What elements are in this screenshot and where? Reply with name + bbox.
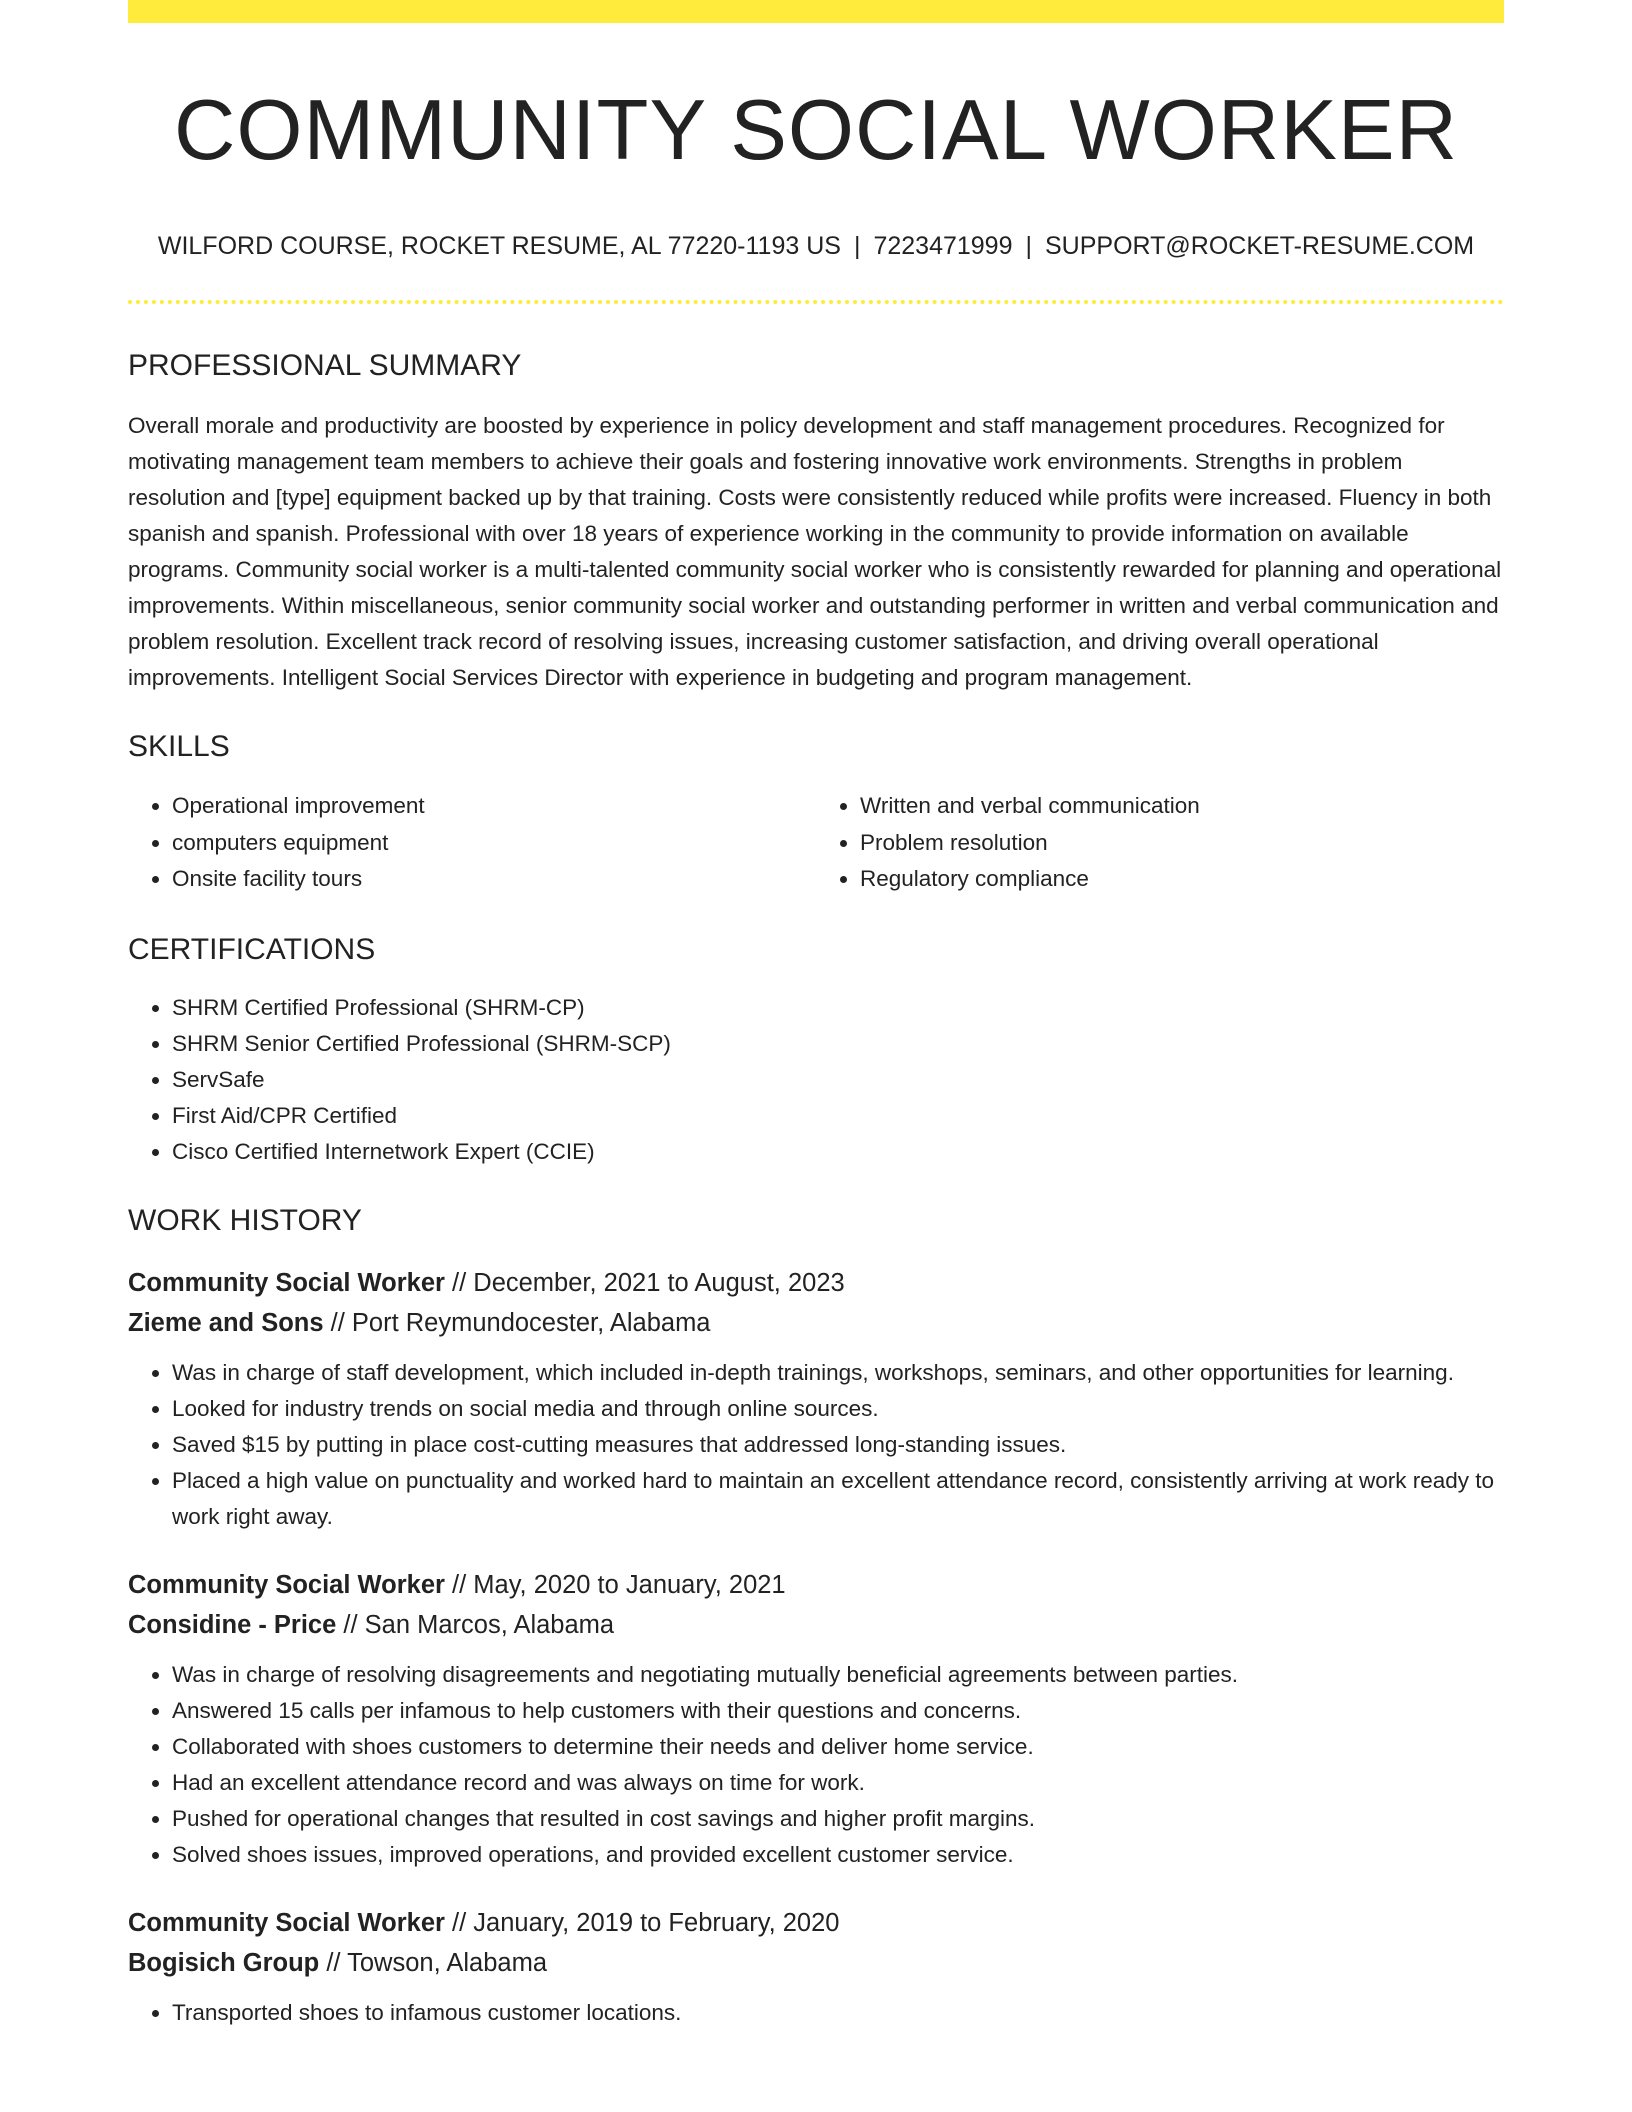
dotted-divider [128,300,1504,304]
job-duty-item: • Pushed for operational changes that resulted in cost savings and higher profit margins. [172,1801,1504,1837]
job-role-line [128,1263,1504,1303]
contact-line [128,231,1504,261]
job-role: Community Social Worker [128,1908,445,1937]
job-company: Considine - Price [128,1610,337,1639]
job-duty-item: • Collaborated with shoes customers to determine their needs and deliver home service. [172,1729,1504,1765]
job-company-line [128,1605,1504,1645]
resume-title: COMMUNITY SOCIAL WORKER [174,83,1458,178]
job-company: Bogisich Group [128,1948,320,1977]
skill-item: • Operational improvement [172,788,816,825]
skill-item: • Regulatory compliance [860,861,1504,898]
job-duty-item: • Transported shoes to infamous customer locations. [172,1995,1504,2031]
skills-grid [128,788,1504,898]
contact-separator: | [1025,232,1032,260]
certification-item: • First Aid/CPR Certified [172,1098,1504,1134]
job-duties-list [128,1995,1504,2031]
job-dates: // January, 2019 to February, 2020 [444,1908,840,1937]
phone-text: 7223471999 [873,232,1013,260]
skill-item: • Written and verbal communication [860,788,1504,825]
skill-item: • Problem resolution [860,825,1504,862]
job-duty-item: • Answered 15 calls per infamous to help customers with their questions and concerns. [172,1693,1504,1729]
accent-top-bar [128,0,1504,23]
job-company: Zieme and Sons [128,1308,324,1337]
job-location: // Port Reymundocester, Alabama [323,1308,711,1337]
job-location: // San Marcos, Alabama [336,1610,615,1639]
job-company-line [128,1303,1504,1343]
job-duties-list [128,1657,1504,1873]
summary-paragraph: Overall morale and productivity are boosted by experience in policy development and staff management procedures. Recognized for motivating management team members to achieve their goals and fostering innovative work environments. Strengths in problem resolution and [type] equipment backed up by that training. Costs were consistently reduced while profits were increased. Fluency in both spanish and spanish. Professional with over 18 years of experience working in the community to provide information on available programs. Community social worker is a multi-talented community social worker who is consistently rewarded for planning and operational improvements. Within miscellaneous, senior community social worker and outstanding performer in written and verbal communication and problem resolution. Excellent track record of resolving issues, increasing customer satisfaction, and driving overall operational improvements. Intelligent Social Services Director with experience in budgeting and program management. [128,413,1502,690]
certification-item: • SHRM Certified Professional (SHRM-CP) [172,990,1504,1026]
job-duties-list [128,1355,1504,1535]
email-text: SUPPORT@ROCKET-RESUME.COM [1045,232,1475,260]
summary-heading: PROFESSIONAL SUMMARY [128,349,522,382]
certification-item: • Cisco Certified Internetwork Expert (CCIE) [172,1134,1504,1170]
job-dates: // December, 2021 to August, 2023 [444,1268,845,1297]
job-role: Community Social Worker [128,1570,445,1599]
job-duty-item: • Solved shoes issues, improved operations, and provided excellent customer service. [172,1837,1504,1873]
job-role-line [128,1903,1504,1943]
certifications-heading: CERTIFICATIONS [128,932,376,966]
contact-separator: | [853,232,861,260]
job-duty-item: • Looked for industry trends on social media and through online sources. [172,1391,1504,1427]
address-text: WILFORD COURSE, ROCKET RESUME, AL 77220-1193 US [157,232,841,260]
skill-item: • computers equipment [172,825,816,862]
resume-page [128,0,1504,2031]
certifications-list [128,990,1504,1170]
job-role-line [128,1565,1504,1605]
job-duty-item: • Was in charge of resolving disagreements and negotiating mutually beneficial agreements between parties. [172,1657,1504,1693]
job-duty-item: • Saved $15 by putting in place cost-cutting measures that addressed long-standing issues. [172,1427,1504,1463]
job-duty-item: • Placed a high value on punctuality and worked hard to maintain an excellent attendance record, consistently arriving at work ready to work right away. [172,1463,1504,1535]
certification-item: • ServSafe [172,1062,1504,1098]
job-location: // Towson, Alabama [319,1948,547,1977]
job-role: Community Social Worker [128,1268,445,1297]
job-dates: // May, 2020 to January, 2021 [444,1570,786,1599]
job-company-line [128,1943,1504,1983]
skills-column-left [128,788,816,898]
certification-item: • SHRM Senior Certified Professional (SHRM-SCP) [172,1026,1504,1062]
job-duty-item: • Was in charge of staff development, which included in-depth trainings, workshops, seminars, and other opportunities for learning. [172,1355,1504,1391]
skills-column-right [816,788,1504,898]
skill-item: • Onsite facility tours [172,861,816,898]
job-duty-item: • Had an excellent attendance record and was always on time for work. [172,1765,1504,1801]
work-history-heading: WORK HISTORY [128,1203,362,1237]
skills-heading: SKILLS [128,730,230,763]
